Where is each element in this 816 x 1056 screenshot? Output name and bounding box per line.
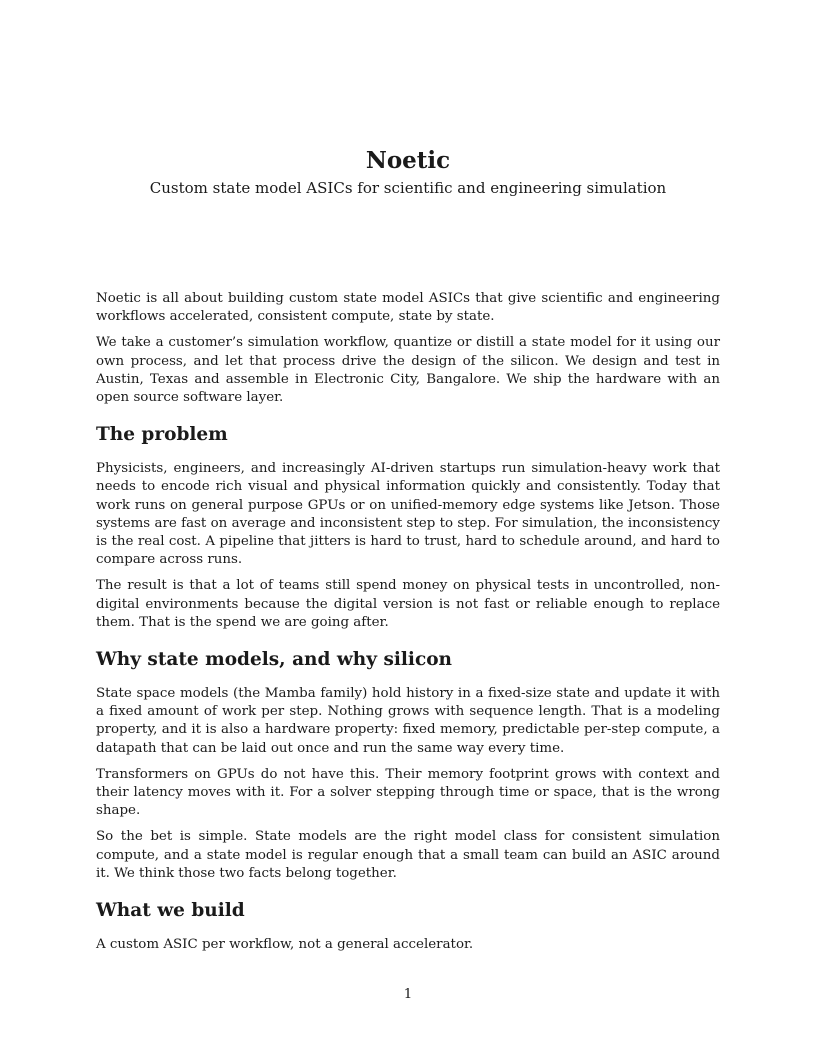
intro-paragraph-1: Noetic is all about building custom state model ASICs that give scientific and engineering workflows accelerated, consistent compute, state by state. xyxy=(96,291,720,325)
section-heading-build: What we build xyxy=(96,900,245,922)
page-number: 1 xyxy=(403,987,413,1002)
section-heading-why: Why state models, and why silicon xyxy=(96,649,452,671)
problem-paragraph-1: Physicists, engineers, and increasingly AI-driven startups run simulation-heavy work that needs to encode rich visual and physical information quickly and consistently. Today that work runs on general purpose GPUs or on unified-memory edge systems like Jetson. Those systems are fast on average and inconsistent step to step. For simulation, the inconsistency is the real cost. A pipeline that jitters is hard to trust, hard to schedule around, and hard to compare across runs. xyxy=(96,461,720,568)
document-body xyxy=(96,290,720,962)
why-paragraph-1: State space models (the Mamba family) hold history in a fixed-size state and update it with a fixed amount of work per step. Nothing grows with sequence length. That is a modeling property, and it is also a hardware property: fixed memory, predictable per-step compute, a datapath that can be laid out once and run the same way every time. xyxy=(96,686,720,756)
why-paragraph-2: Transformers on GPUs do not have this. Their memory footprint grows with context and their latency moves with it. For a solver stepping through time or space, that is the wrong shape. xyxy=(96,766,720,819)
document-title: Noetic xyxy=(365,147,451,174)
why-paragraph-3: So the bet is simple. State models are the right model class for consistent simulation compute, and a state model is regular enough that a small team can build an ASIC around it. We think those two facts belong together. xyxy=(96,829,720,881)
document-subtitle: Custom state model ASICs for scientific and engineering simulation xyxy=(149,179,667,197)
intro-paragraph-2: We take a customer’s simulation workflow, quantize or distill a state model for it using our own process, and let that process drive the design of the silicon. We design and test in Austin, Texas and assemble in Electronic City, Bangalore. We ship the hardware with an open source software layer. xyxy=(96,335,720,406)
section-heading-problem: The problem xyxy=(96,424,228,446)
build-paragraph-1: A custom ASIC per workflow, not a general accelerator. xyxy=(96,937,474,953)
problem-paragraph-2: The result is that a lot of teams still spend money on physical tests in uncontrolled, non-digital environments because the digital version is not fast or reliable enough to replace them. That is the spend we are going after. xyxy=(96,578,720,630)
